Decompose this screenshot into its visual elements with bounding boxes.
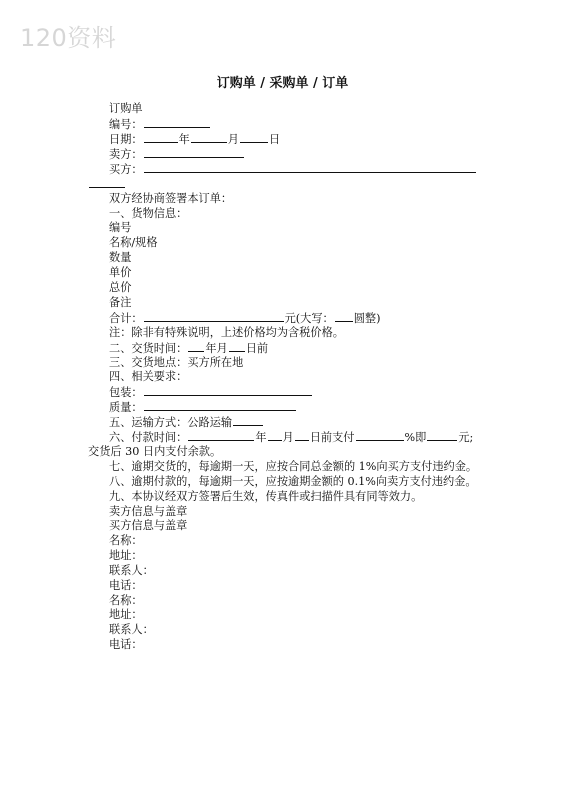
goods-heading: 一、货物信息：: [109, 207, 188, 220]
delivery-place: 三、交货地点：买方所在地: [109, 356, 244, 369]
sig-address-label: 地址：: [109, 608, 143, 621]
page-title: 订购单 / 采购单 / 订单: [216, 76, 349, 91]
sig-contact-label: 联系人：: [109, 564, 154, 577]
payment-day-blank[interactable]: [295, 429, 309, 441]
packing-blank[interactable]: [144, 384, 312, 396]
sig-contact-label: 联系人：: [109, 623, 154, 636]
total-row: [109, 310, 380, 326]
buyer-signature-heading: 买方信息与盖章: [109, 519, 188, 532]
transport-blank[interactable]: [233, 414, 263, 426]
number-label: 编号：: [109, 118, 143, 131]
sig-name-label: 名称：: [109, 594, 143, 607]
delivery-time-label: 二、交货时间：: [109, 342, 188, 355]
payment-amount-blank[interactable]: [427, 429, 457, 441]
sig-phone-label: 电话：: [109, 638, 143, 651]
sig-phone-label: 电话：: [109, 579, 143, 592]
delivery-year-label: 年月: [205, 342, 228, 355]
date-day-blank[interactable]: [240, 131, 268, 143]
buyer-blank-cont[interactable]: [89, 176, 125, 188]
quality-row: [109, 399, 297, 415]
delivery-year-blank[interactable]: [188, 340, 204, 352]
total-suffix: 圆整): [353, 312, 381, 325]
date-row: [109, 131, 280, 147]
total-blank[interactable]: [144, 310, 284, 322]
sig-address-label: 地址：: [109, 549, 143, 562]
goods-field: 备注: [109, 296, 132, 309]
quality-label: 质量：: [109, 401, 143, 414]
seller-blank[interactable]: [144, 146, 244, 158]
watermark: 120资料: [20, 24, 117, 52]
goods-field: 名称/规格: [109, 236, 158, 249]
quality-blank[interactable]: [144, 399, 296, 411]
intro: 双方经协商签署本订单：: [109, 192, 233, 205]
clause-late-payment: 八、逾期付款的，每逾期一天，应按逾期金额的 0.1%向卖方支付违约金。: [109, 475, 477, 488]
date-label: 日期：: [109, 133, 143, 146]
goods-field: 总价: [109, 281, 132, 294]
seller-label: 卖方：: [109, 148, 143, 161]
seller-row: [109, 146, 245, 162]
doc-name: 订购单: [109, 102, 143, 115]
payment-percent-label: %即: [404, 431, 427, 444]
payment-row: [109, 429, 473, 445]
date-year-blank[interactable]: [144, 131, 178, 143]
date-year-label: 年: [178, 133, 190, 146]
transport-row: [109, 414, 264, 430]
buyer-row: [109, 161, 477, 177]
date-month-label: 月: [227, 133, 239, 146]
payment-year-blank[interactable]: [188, 429, 254, 441]
buyer-row-cont: [88, 176, 126, 192]
goods-field: 单价: [109, 266, 132, 279]
requirements-heading: 四、相关要求：: [109, 370, 188, 383]
total-words-blank[interactable]: [335, 310, 353, 322]
payment-label: 六、付款时间：: [109, 431, 188, 444]
delivery-day-label: 日前: [245, 342, 269, 355]
buyer-label: 买方：: [109, 163, 143, 176]
goods-field: 编号: [109, 221, 132, 234]
payment-year-label: 年: [255, 431, 267, 444]
number-blank[interactable]: [144, 116, 210, 128]
goods-field: 数量: [109, 251, 132, 264]
payment-month-blank[interactable]: [268, 429, 282, 441]
payment-percent-blank[interactable]: [356, 429, 404, 441]
payment-yuan-label: 元;: [458, 431, 474, 444]
payment-line2: 交货后 30 日内支付余款。: [88, 445, 222, 458]
packing-row: [109, 384, 313, 400]
number-row: [109, 116, 211, 132]
sig-name-label: 名称：: [109, 534, 143, 547]
seller-signature-heading: 卖方信息与盖章: [109, 505, 188, 518]
payment-month-label: 月: [282, 431, 294, 444]
packing-label: 包装：: [109, 386, 143, 399]
payment-day-label: 日前支付: [309, 431, 355, 444]
price-note: 注：除非有特殊说明，上述价格均为含税价格。: [109, 326, 344, 339]
clause-effective: 九、本协议经双方签署后生效，传真件或扫描件具有同等效力。: [109, 490, 423, 503]
clause-late-delivery: 七、逾期交货的，每逾期一天，应按合同总金额的 1%向买方支付违约金。: [109, 460, 478, 473]
total-label: 合计：: [109, 312, 143, 325]
total-unit: 元(大写：: [284, 312, 334, 325]
buyer-blank[interactable]: [144, 161, 476, 173]
delivery-time-row: [109, 340, 268, 356]
delivery-day-blank[interactable]: [229, 340, 245, 352]
transport-text: 五、运输方式：公路运输: [109, 416, 233, 429]
date-day-label: 日: [268, 133, 281, 146]
date-month-blank[interactable]: [191, 131, 227, 143]
